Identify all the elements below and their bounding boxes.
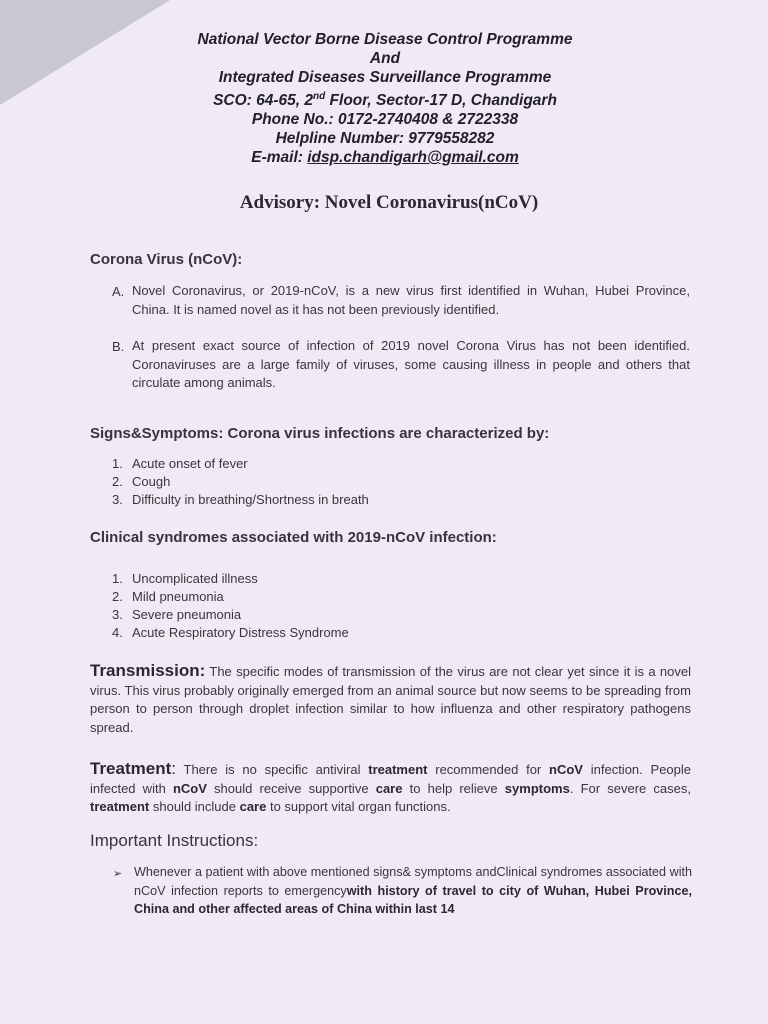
treatment-text: infection. People infected with xyxy=(90,762,692,796)
keyword: symptoms xyxy=(504,780,570,796)
corona-virus-heading: Corona Virus (nCoV): xyxy=(90,251,243,268)
item-number: 2. xyxy=(112,474,123,489)
address-text: SCO: 64-65, 2 xyxy=(213,92,314,110)
treatment-paragraph xyxy=(90,760,691,817)
item-text: Acute onset of fever xyxy=(132,456,248,471)
item-text: Mild pneumonia xyxy=(132,589,224,604)
item-number: 1. xyxy=(112,571,123,586)
keyword: treatment xyxy=(90,799,150,814)
header-address xyxy=(150,87,620,110)
email-label: E-mail: xyxy=(251,149,308,167)
clinical-list xyxy=(112,570,349,642)
item-a-text: Novel Coronavirus, or 2019-nCoV, is a new virus first identified in Wuhan, Hubei Province, China. It is named novel as it has not been previously identified. xyxy=(132,283,690,317)
address-superscript: nd xyxy=(313,91,326,102)
transmission-text: The specific modes of transmission of the virus are not clear yet since it is a novel virus. This virus probably originally emerged from an animal source but now seems to be spreading from person to person through droplet infection similar to how influenza and other respiratory pathogens spread. xyxy=(90,664,691,735)
item-number: 2. xyxy=(112,589,123,604)
bullet-arrow-icon: ➢ xyxy=(113,868,123,880)
symptoms-list xyxy=(112,455,369,509)
email-link[interactable]: idsp.chandigarh@gmail.com xyxy=(307,149,519,167)
instruction-bold-text: with history of travel to city of Wuhan, Hubei Province, China and other affected areas of China within last 14 xyxy=(134,883,693,916)
item-text: Difficulty in breathing/Shortness in breath xyxy=(132,492,369,507)
document-header xyxy=(150,30,620,167)
item-text: Uncomplicated illness xyxy=(132,571,258,586)
item-b-text: At present exact source of infection of 2019 novel Corona Virus has not been identified. Coronaviruses are a large family of viruses, some causing illness in people and others that circulate among animals. xyxy=(132,338,690,390)
item-a-letter: A. xyxy=(112,284,125,299)
list-item xyxy=(112,606,349,624)
keyword: nCoV xyxy=(549,762,583,777)
list-item xyxy=(112,624,349,642)
keyword: treatment xyxy=(368,762,428,777)
item-number: 1. xyxy=(112,456,123,471)
treatment-label: Treatment xyxy=(90,759,172,778)
list-item xyxy=(112,588,349,606)
keyword: care xyxy=(375,780,403,796)
treatment-text: to help relieve xyxy=(402,780,505,796)
instruction-text: Whenever a patient with above mentioned signs& symptoms andClinical syndromes associated with nCoV infection reports to emergency xyxy=(134,865,692,898)
treatment-text: There is no specific antiviral xyxy=(175,762,369,777)
treatment-text: to support vital organ functions. xyxy=(266,799,451,814)
item-number: 3. xyxy=(112,607,123,622)
document-title: Advisory: Novel Coronavirus(nCoV) xyxy=(239,192,539,213)
signs-symptoms-heading: Signs&Symptoms: Corona virus infections are characterized by: xyxy=(90,425,550,442)
transmission-label: Transmission: xyxy=(90,661,206,680)
clinical-syndromes-heading: Clinical syndromes associated with 2019-nCoV infection: xyxy=(90,529,497,546)
treatment-text: should include xyxy=(149,799,240,814)
list-item xyxy=(112,455,369,473)
treatment-text: recommended for xyxy=(427,762,550,777)
instruction-paragraph xyxy=(134,863,692,919)
keyword: nCoV xyxy=(172,780,207,796)
header-helpline: Helpline Number: 9779558282 xyxy=(275,130,495,148)
item-b-letter: B. xyxy=(112,339,125,354)
item-text: Cough xyxy=(132,474,171,489)
list-item xyxy=(112,570,349,588)
item-number: 4. xyxy=(112,625,123,640)
item-text: Acute Respiratory Distress Syndrome xyxy=(132,625,349,640)
item-text: Severe pneumonia xyxy=(132,607,242,622)
header-line-3: Integrated Diseases Surveillance Programme xyxy=(218,69,552,86)
header-line-2: And xyxy=(369,50,401,67)
item-number: 3. xyxy=(112,492,123,507)
treatment-colon: : xyxy=(171,759,176,778)
address-suffix: Floor, Sector-17 D, Chandigarh xyxy=(325,92,557,110)
keyword: care xyxy=(239,799,267,814)
treatment-text: should receive supportive xyxy=(206,780,376,796)
header-line-1: National Vector Borne Disease Control Programme xyxy=(197,31,573,48)
important-instructions-heading: Important Instructions: xyxy=(90,831,259,850)
list-item xyxy=(112,491,369,509)
list-item xyxy=(112,473,369,491)
header-email xyxy=(150,148,620,167)
treatment-text: . For severe cases, xyxy=(569,780,691,796)
header-phone: Phone No.: 0172-2740408 & 2722338 xyxy=(251,111,519,129)
transmission-paragraph xyxy=(90,662,691,737)
